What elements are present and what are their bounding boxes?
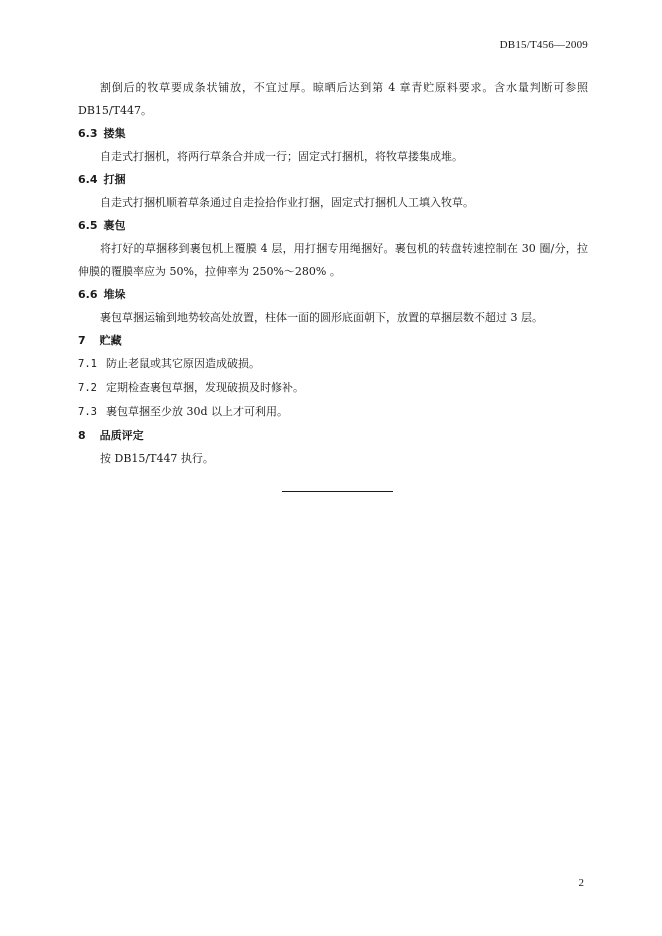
paragraph-8: 按 DB15/T447 执行。 <box>100 452 214 465</box>
paragraph-6-4: 自走式打捆机顺着草条通过自走捡拾作业打捆，固定式打捆机人工填入牧草。 <box>100 196 474 209</box>
paragraph-6-3: 自走式打捆机，将两行草条合并成一行；固定式打捆机，将牧草搂集成堆。 <box>100 150 463 163</box>
chapter-heading-8 <box>78 424 588 447</box>
item-text: 定期检查裹包草捆，发现破损及时修补。 <box>106 381 304 394</box>
chapter-title: 品质评定 <box>99 429 144 442</box>
chapter-title: 贮藏 <box>99 334 122 347</box>
list-item-7-2 <box>78 376 588 400</box>
paragraph-6-5: 将打好的草捆移到裹包机上覆膜 4 层，用打捆专用绳捆好。裹包机的转盘转速控制在 30 圈/分，拉伸膜的覆膜率应为 50%，拉伸率为 250%～280% 。 <box>78 242 588 278</box>
paragraph-intro: 割倒后的牧草要成条状铺放，不宜过厚。晾晒后达到第 4 章青贮原料要求。含水量判断可参照DB15/T447。 <box>78 81 588 117</box>
list-item-7-3 <box>78 400 588 424</box>
page-number: 2 <box>578 877 584 889</box>
list-item-7-1 <box>78 352 588 376</box>
section-number: 6.5 <box>78 219 98 232</box>
item-number: 7.1 <box>78 358 97 370</box>
section-title: 裹包 <box>103 219 126 232</box>
section-title: 堆垛 <box>103 288 126 301</box>
chapter-heading-7 <box>78 329 588 352</box>
item-number: 7.2 <box>78 382 97 394</box>
document-body <box>78 76 588 470</box>
document-code: DB15/T456—2009 <box>499 39 588 51</box>
paragraph-6-6: 裹包草捆运输到地势较高处放置，柱体一面的圆形底面朝下，放置的草捆层数不超过 3 层。 <box>100 311 543 324</box>
section-heading-6-5 <box>78 214 588 237</box>
item-number: 7.3 <box>78 406 97 418</box>
item-text: 防止老鼠或其它原因造成破损。 <box>106 357 260 370</box>
end-of-document-rule <box>282 491 393 492</box>
section-heading-6-3 <box>78 122 588 145</box>
section-title: 打捆 <box>103 173 126 186</box>
item-text: 裹包草捆至少放 30d 以上才可利用。 <box>106 405 289 418</box>
section-number: 6.6 <box>78 288 98 301</box>
section-heading-6-6 <box>78 283 588 306</box>
section-number: 6.3 <box>78 127 98 140</box>
section-heading-6-4 <box>78 168 588 191</box>
chapter-number: 8 <box>78 429 86 442</box>
section-number: 6.4 <box>78 173 98 186</box>
chapter-number: 7 <box>78 334 86 347</box>
section-title: 搂集 <box>103 127 126 140</box>
